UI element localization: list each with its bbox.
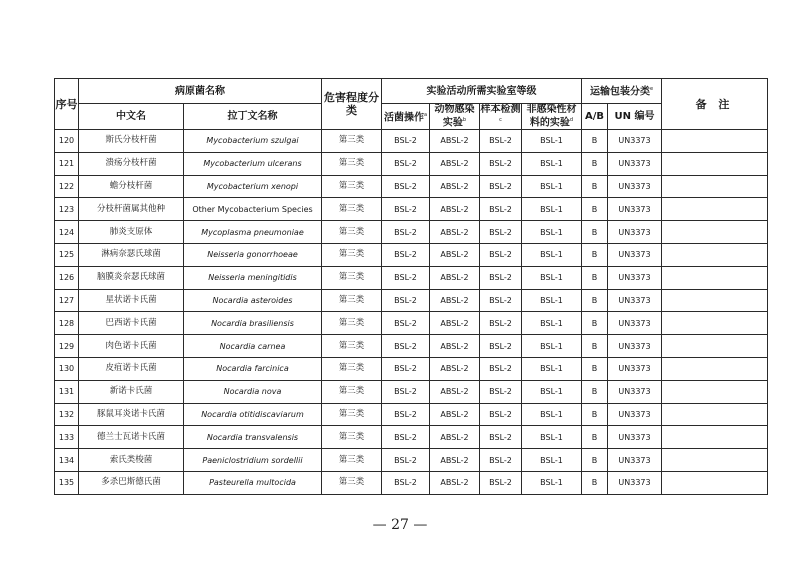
un-number-cell: UN3373 [608,221,662,244]
hazard-cell: 第三类 [322,243,382,266]
table-body [55,130,768,495]
transport-ab-cell: B [582,289,608,312]
sample-level-cell: BSL-2 [480,289,522,312]
sample-level-cell: BSL-2 [480,357,522,380]
transport-ab-cell: B [582,198,608,221]
table-row [55,471,768,494]
animal-level-cell: ABSL-2 [430,380,480,403]
table-row [55,357,768,380]
transport-ab-cell: B [582,335,608,358]
hazard-cell: 第三类 [322,221,382,244]
page-number: — 27 — [372,517,428,533]
latin-name-cell: Nocardia otitidiscaviarum [184,403,322,426]
row-number: 124 [55,221,79,244]
un-number-cell: UN3373 [608,152,662,175]
row-number: 122 [55,175,79,198]
remark-cell [662,380,768,403]
sample-level-cell: BSL-2 [480,312,522,335]
chinese-name-cell: 脑膜炎奈瑟氏球菌 [79,266,184,289]
remark-cell [662,221,768,244]
un-number-cell: UN3373 [608,243,662,266]
row-number: 135 [55,471,79,494]
noninfect-level-cell: BSL-1 [522,221,582,244]
remark-cell [662,449,768,472]
transport-ab-cell: B [582,130,608,153]
culture-level-cell: BSL-2 [382,175,430,198]
transport-ab-cell: B [582,380,608,403]
chinese-name-cell: 肉色诺卡氏菌 [79,335,184,358]
culture-level-cell: BSL-2 [382,335,430,358]
animal-level-cell: ABSL-2 [430,357,480,380]
noninfect-level-cell: BSL-1 [522,357,582,380]
animal-level-cell: ABSL-2 [430,175,480,198]
animal-header: 动物感染实验$^b$ [430,104,480,130]
transport-header: 运输包装分类$^e$ [582,79,662,104]
transport-ab-cell: B [582,175,608,198]
hazard-cell: 第三类 [322,380,382,403]
transport-ab-cell: B [582,403,608,426]
chinese-name-cell: 索氏类梭菌 [79,449,184,472]
animal-level-cell: ABSL-2 [430,312,480,335]
remarks-header: 备 注 [662,79,768,130]
culture-level-cell: BSL-2 [382,289,430,312]
remark-cell [662,426,768,449]
remark-cell [662,198,768,221]
chinese-name-header: 中文名 [79,104,184,130]
noninfect-level-cell: BSL-1 [522,403,582,426]
row-number: 134 [55,449,79,472]
chinese-name-cell: 多杀巴斯德氏菌 [79,471,184,494]
table-row [55,449,768,472]
noninfect-header: 非感染性材料的实验$^d$ [522,104,582,130]
hazard-cell: 第三类 [322,426,382,449]
un-number-cell: UN3373 [608,130,662,153]
noninfect-level-cell: BSL-1 [522,289,582,312]
un-number-cell: UN3373 [608,357,662,380]
un-number-cell: UN3373 [608,312,662,335]
ab-header: A/B [582,104,608,130]
sample-level-cell: BSL-2 [480,130,522,153]
animal-level-cell: ABSL-2 [430,198,480,221]
animal-level-cell: ABSL-2 [430,266,480,289]
culture-header: 活菌操作$^a$ [382,104,430,130]
latin-name-cell: Mycobacterium xenopi [184,175,322,198]
pathogen-table [54,78,768,495]
culture-level-cell: BSL-2 [382,243,430,266]
chinese-name-cell: 肺炎支原体 [79,221,184,244]
latin-name-cell: Mycoplasma pneumoniae [184,221,322,244]
noninfect-level-cell: BSL-1 [522,243,582,266]
latin-name-cell: Nocardia asteroides [184,289,322,312]
chinese-name-cell: 分枝杆菌属其他种 [79,198,184,221]
un-number-cell: UN3373 [608,266,662,289]
row-number: 132 [55,403,79,426]
table-row [55,198,768,221]
chinese-name-cell: 斯氏分枝杆菌 [79,130,184,153]
chinese-name-cell: 皮疽诺卡氏菌 [79,357,184,380]
transport-ab-cell: B [582,312,608,335]
noninfect-level-cell: BSL-1 [522,198,582,221]
culture-level-cell: BSL-2 [382,221,430,244]
noninfect-level-cell: BSL-1 [522,175,582,198]
latin-name-cell: Nocardia nova [184,380,322,403]
animal-level-cell: ABSL-2 [430,130,480,153]
remark-cell [662,335,768,358]
transport-ab-cell: B [582,243,608,266]
sample-level-cell: BSL-2 [480,426,522,449]
transport-ab-cell: B [582,152,608,175]
un-number-cell: UN3373 [608,449,662,472]
noninfect-level-cell: BSL-1 [522,449,582,472]
culture-level-cell: BSL-2 [382,198,430,221]
sample-header: 样本检测$^c$ [480,104,522,130]
chinese-name-cell: 德兰士瓦诺卡氏菌 [79,426,184,449]
noninfect-level-cell: BSL-1 [522,312,582,335]
latin-name-cell: Nocardia brasiliensis [184,312,322,335]
sample-level-cell: BSL-2 [480,243,522,266]
chinese-name-cell: 淋病奈瑟氏球菌 [79,243,184,266]
noninfect-level-cell: BSL-1 [522,152,582,175]
table-row [55,335,768,358]
remark-cell [662,243,768,266]
chinese-name-cell: 蟾分枝杆菌 [79,175,184,198]
chinese-name-cell: 新诺卡氏菌 [79,380,184,403]
animal-level-cell: ABSL-2 [430,471,480,494]
pathogen-name-header: 病原菌名称 [79,79,322,104]
table-row [55,426,768,449]
sample-level-cell: BSL-2 [480,403,522,426]
table-row [55,312,768,335]
un-number-cell: UN3373 [608,335,662,358]
animal-level-cell: ABSL-2 [430,152,480,175]
latin-name-cell: Neisseria gonorrhoeae [184,243,322,266]
hazard-cell: 第三类 [322,357,382,380]
table-header [55,79,768,130]
sample-level-cell: BSL-2 [480,198,522,221]
table-row [55,403,768,426]
noninfect-level-cell: BSL-1 [522,380,582,403]
hazard-cell: 第三类 [322,198,382,221]
row-number: 127 [55,289,79,312]
row-number: 123 [55,198,79,221]
remark-cell [662,403,768,426]
hazard-cell: 第三类 [322,471,382,494]
chinese-name-cell: 巴西诺卡氏菌 [79,312,184,335]
row-number: 121 [55,152,79,175]
noninfect-level-cell: BSL-1 [522,130,582,153]
chinese-name-cell: 星状诺卡氏菌 [79,289,184,312]
row-number: 120 [55,130,79,153]
culture-level-cell: BSL-2 [382,403,430,426]
hazard-cell: 第三类 [322,403,382,426]
row-number: 125 [55,243,79,266]
transport-ab-cell: B [582,471,608,494]
latin-name-cell: Paeniclostridium sordellii [184,449,322,472]
table-row [55,221,768,244]
culture-level-cell: BSL-2 [382,357,430,380]
row-number: 128 [55,312,79,335]
chinese-name-cell: 豚鼠耳炎诺卡氏菌 [79,403,184,426]
table-row [55,152,768,175]
hazard-cell: 第三类 [322,152,382,175]
row-number: 131 [55,380,79,403]
transport-ab-cell: B [582,221,608,244]
table-row [55,380,768,403]
lab-level-header: 实验活动所需实验室等级 [382,79,582,104]
animal-level-cell: ABSL-2 [430,289,480,312]
culture-level-cell: BSL-2 [382,312,430,335]
hazard-cell: 第三类 [322,130,382,153]
row-number: 130 [55,357,79,380]
table-row [55,175,768,198]
animal-level-cell: ABSL-2 [430,426,480,449]
un-number-cell: UN3373 [608,175,662,198]
hazard-cell: 第三类 [322,289,382,312]
transport-ab-cell: B [582,449,608,472]
row-number: 129 [55,335,79,358]
un-number-cell: UN3373 [608,426,662,449]
animal-level-cell: ABSL-2 [430,449,480,472]
remark-cell [662,357,768,380]
animal-level-cell: ABSL-2 [430,221,480,244]
transport-ab-cell: B [582,426,608,449]
hazard-cell: 第三类 [322,312,382,335]
latin-name-cell: Mycobacterium szulgai [184,130,322,153]
table-row [55,130,768,153]
remark-cell [662,130,768,153]
un-header: UN 编号 [608,104,662,130]
culture-level-cell: BSL-2 [382,471,430,494]
sample-level-cell: BSL-2 [480,152,522,175]
remark-cell [662,471,768,494]
row-number: 133 [55,426,79,449]
latin-name-cell: Other Mycobacterium Species [184,198,322,221]
noninfect-level-cell: BSL-1 [522,266,582,289]
table-row [55,243,768,266]
culture-level-cell: BSL-2 [382,449,430,472]
sample-level-cell: BSL-2 [480,221,522,244]
latin-name-cell: Nocardia farcinica [184,357,322,380]
sample-level-cell: BSL-2 [480,380,522,403]
sample-level-cell: BSL-2 [480,266,522,289]
latin-name-cell: Nocardia transvalensis [184,426,322,449]
remark-cell [662,312,768,335]
sample-level-cell: BSL-2 [480,335,522,358]
remark-cell [662,266,768,289]
un-number-cell: UN3373 [608,380,662,403]
un-number-cell: UN3373 [608,289,662,312]
remark-cell [662,289,768,312]
culture-level-cell: BSL-2 [382,130,430,153]
un-number-cell: UN3373 [608,198,662,221]
culture-level-cell: BSL-2 [382,152,430,175]
seq-header: 序号 [55,79,79,130]
hazard-header: 危害程度分类 [322,79,382,130]
hazard-cell: 第三类 [322,449,382,472]
culture-level-cell: BSL-2 [382,380,430,403]
row-number: 126 [55,266,79,289]
sample-level-cell: BSL-2 [480,449,522,472]
un-number-cell: UN3373 [608,471,662,494]
noninfect-level-cell: BSL-1 [522,471,582,494]
transport-ab-cell: B [582,266,608,289]
culture-level-cell: BSL-2 [382,426,430,449]
sample-level-cell: BSL-2 [480,471,522,494]
latin-name-cell: Pasteurella multocida [184,471,322,494]
animal-level-cell: ABSL-2 [430,335,480,358]
latin-name-cell: Mycobacterium ulcerans [184,152,322,175]
noninfect-level-cell: BSL-1 [522,335,582,358]
remark-cell [662,152,768,175]
noninfect-level-cell: BSL-1 [522,426,582,449]
latin-name-header: 拉丁文名称 [184,104,322,130]
sample-level-cell: BSL-2 [480,175,522,198]
transport-ab-cell: B [582,357,608,380]
animal-level-cell: ABSL-2 [430,403,480,426]
remark-cell [662,175,768,198]
table-row [55,266,768,289]
table-row [55,289,768,312]
culture-level-cell: BSL-2 [382,266,430,289]
un-number-cell: UN3373 [608,403,662,426]
chinese-name-cell: 溃疡分枝杆菌 [79,152,184,175]
animal-level-cell: ABSL-2 [430,243,480,266]
hazard-cell: 第三类 [322,266,382,289]
hazard-cell: 第三类 [322,175,382,198]
latin-name-cell: Nocardia carnea [184,335,322,358]
latin-name-cell: Neisseria meningitidis [184,266,322,289]
hazard-cell: 第三类 [322,335,382,358]
